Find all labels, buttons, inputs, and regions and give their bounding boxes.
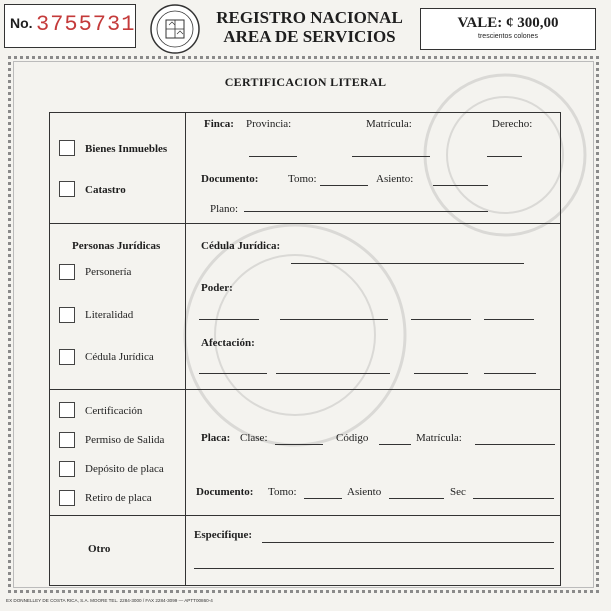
documento-label-2: Documento: [196,486,254,498]
checkbox-personeria[interactable] [59,264,75,280]
tomo-field-1[interactable] [320,185,368,186]
checkbox-catastro[interactable] [59,181,75,197]
afectacion-label: Afectación: [201,337,255,349]
serial-number-value: 3755731 [36,12,136,37]
checkbox-retiro-placa[interactable] [59,490,75,506]
asiento-field-1[interactable] [433,185,488,186]
option-permiso-salida: Permiso de Salida [85,434,165,446]
especifique-field-2[interactable] [194,568,554,569]
header-title-line1: REGISTRO NACIONAL [216,8,403,27]
provincia-label: Provincia: [246,118,292,130]
national-seal-icon [149,3,201,55]
matricula-field-placa[interactable] [475,444,555,445]
finca-label: Finca: [204,118,234,130]
checkbox-certificacion[interactable] [59,402,75,418]
cedula-juridica-label: Cédula Jurídica: [201,240,281,252]
afectacion-field-3[interactable] [414,373,468,374]
section-divider-2 [49,389,561,390]
cedula-juridica-field[interactable] [291,263,524,264]
afectacion-field-2[interactable] [276,373,390,374]
checkbox-bienes-inmuebles[interactable] [59,140,75,156]
sec-field[interactable] [473,498,554,499]
section-divider-1 [49,223,561,224]
poder-field-2[interactable] [280,319,388,320]
codigo-field[interactable] [379,444,411,445]
checkbox-literalidad[interactable] [59,307,75,323]
checkbox-deposito-placa[interactable] [59,461,75,477]
poder-label: Poder: [201,282,233,294]
clase-field[interactable] [275,444,323,445]
otro-label: Otro [88,543,111,555]
asiento-field-2[interactable] [389,498,444,499]
codigo-label: Código [336,432,369,444]
plano-label: Plano: [210,203,239,215]
tomo-label-2: Tomo: [268,486,297,498]
tomo-label-1: Tomo: [288,173,317,185]
certificate-title: CERTIFICACION LITERAL [224,75,387,89]
option-literalidad: Literalidad [85,309,134,321]
afectacion-field-1[interactable] [199,373,267,374]
asiento-label-2: Asiento [347,486,382,498]
derecho-label: Derecho: [492,118,533,130]
section-divider-3 [49,515,561,516]
poder-field-1[interactable] [199,319,259,320]
matricula-field[interactable] [352,156,430,157]
matricula-label-placa: Matrícula: [416,432,462,444]
especifique-field-1[interactable] [262,542,554,543]
matricula-label: Matrícula: [366,118,412,130]
serial-number-label: No. [10,15,33,31]
poder-field-4[interactable] [484,319,534,320]
header-title [212,8,407,46]
vale-amount: VALE: ¢ 300,00 [457,15,559,31]
vale-box [420,8,596,50]
tomo-field-2[interactable] [304,498,342,499]
checkbox-cedula-juridica[interactable] [59,349,75,365]
derecho-field[interactable] [487,156,522,157]
sec-label: Sec [450,486,466,498]
plano-field[interactable] [244,211,488,212]
option-deposito-placa: Depósito de placa [85,463,164,475]
option-bienes-inmuebles: Bienes Inmuebles [85,143,168,155]
option-certificacion: Certificación [85,405,143,417]
provincia-field[interactable] [249,156,297,157]
placa-label: Placa: [201,432,231,444]
vale-words: trescientos colones [478,33,538,40]
clase-label: Clase: [240,432,268,444]
header-title-line2: AREA DE SERVICIOS [223,27,396,46]
printer-footer: EX DONNELLEY DE COSTA RICA, S.A. MOORE TEL. 2284-3000 / FAX 2284-3099 — APTT00860-4 [6,598,213,603]
afectacion-field-4[interactable] [484,373,536,374]
option-catastro: Catastro [85,184,126,196]
poder-field-3[interactable] [411,319,471,320]
especifique-label: Especifique: [194,529,253,541]
checkbox-permiso-salida[interactable] [59,432,75,448]
option-retiro-placa: Retiro de placa [85,492,152,504]
option-cedula-juridica: Cédula Jurídica [85,351,154,363]
documento-label-1: Documento: [201,173,259,185]
option-personeria: Personería [85,266,132,278]
personas-juridicas-heading: Personas Jurídicas [72,240,161,252]
asiento-label-1: Asiento: [376,173,414,185]
